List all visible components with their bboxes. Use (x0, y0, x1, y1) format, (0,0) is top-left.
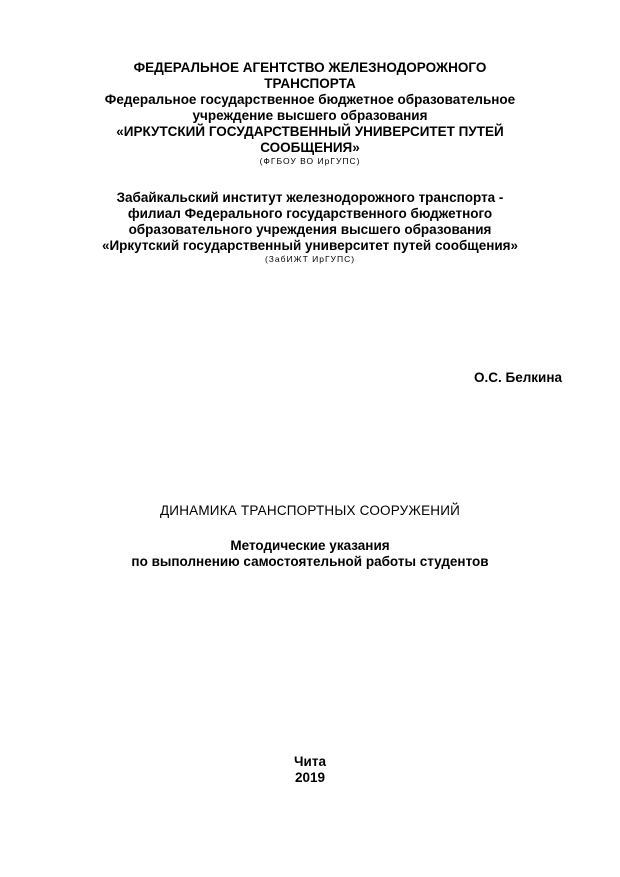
publication-footer (0, 754, 620, 786)
document-subtitle-line-1: Методические указания (230, 538, 390, 553)
university-name-line-2: СООБЩЕНИЯ» (260, 140, 360, 155)
institute-abbreviation: (ЗабИЖТ ИрГУПС) (264, 254, 356, 264)
document-title-block (0, 503, 620, 519)
university-type-line-2: учреждение высшего образования (192, 108, 428, 123)
agency-header (0, 60, 620, 167)
university-abbreviation: (ФГБОУ ВО ИрГУПС) (259, 156, 361, 166)
institute-name-line-3: образовательного учреждения высшего образования (128, 222, 492, 237)
document-subtitle-block (0, 538, 620, 570)
institute-name-line-4: «Иркутский государственный университет путей сообщения» (101, 238, 519, 253)
document-title: ДИНАМИКА ТРАНСПОРТНЫХ СООРУЖЕНИЙ (159, 503, 461, 518)
institute-name-line-1: Забайкальский институт железнодорожного транспорта - (116, 190, 504, 205)
author-name: О.С. Белкина (473, 370, 562, 385)
institute-header (0, 190, 620, 265)
university-name-line-1: «ИРКУТСКИЙ ГОСУДАРСТВЕННЫЙ УНИВЕРСИТЕТ ПУТЕЙ (116, 124, 504, 139)
university-type-line-1: Федеральное государственное бюджетное образовательное (104, 92, 516, 107)
agency-name-line-2: ТРАНСПОРТА (264, 76, 356, 91)
agency-name-line-1: ФЕДЕРАЛЬНОЕ АГЕНТСТВО ЖЕЛЕЗНОДОРОЖНОГО (133, 60, 487, 75)
publication-year: 2019 (294, 770, 326, 785)
document-subtitle-line-2: по выполнению самостоятельной работы студентов (131, 554, 489, 569)
publication-city: Чита (294, 754, 326, 769)
institute-name-line-2: филиал Федерального государственного бюджетного (127, 206, 493, 221)
